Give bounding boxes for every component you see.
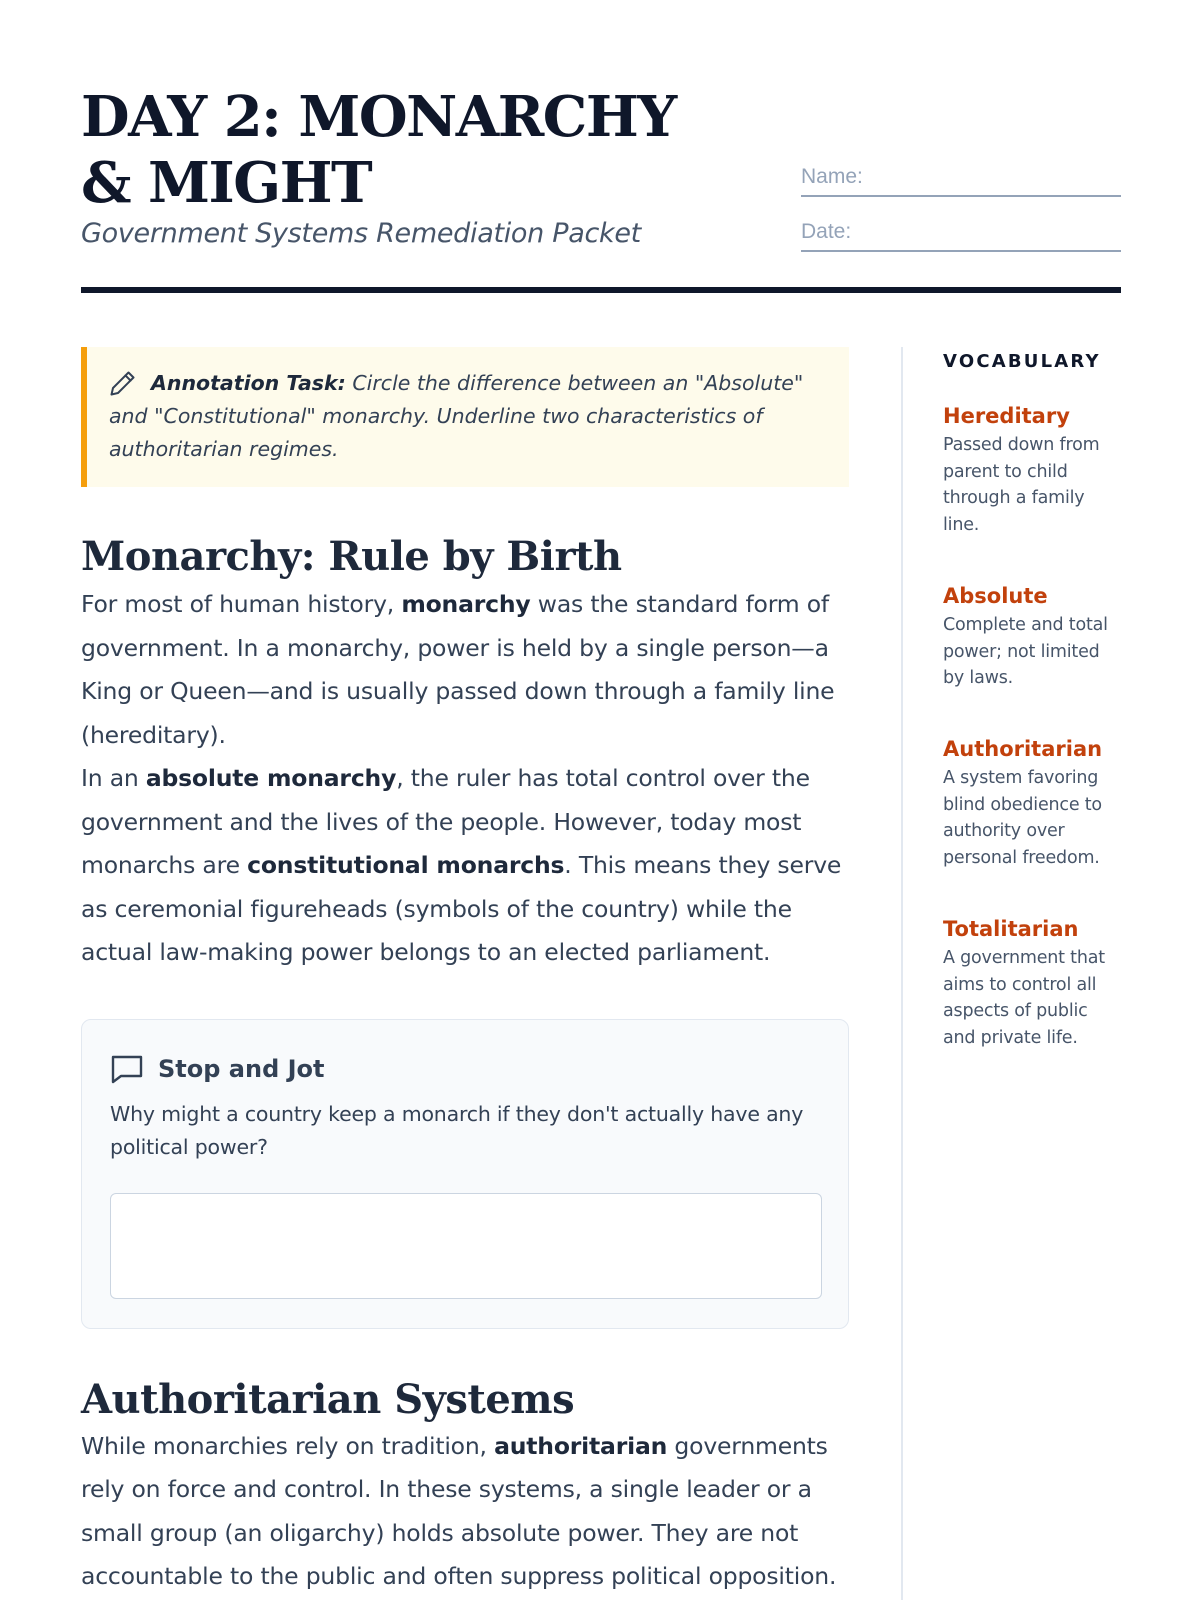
term-authoritarian: authoritarian xyxy=(494,1431,668,1460)
vocab-term: Absolute xyxy=(943,584,1048,608)
annotation-task-box xyxy=(81,347,849,487)
vocab-item-authoritarian xyxy=(943,735,1123,872)
vocab-term: Authoritarian xyxy=(943,737,1103,761)
page-subtitle: Government Systems Remediation Packet xyxy=(81,218,641,249)
vocabulary-sidebar xyxy=(943,351,1123,1049)
date-field[interactable] xyxy=(801,220,1121,252)
term-constitutional-monarchs: constitutional monarchs xyxy=(247,851,565,879)
name-field[interactable] xyxy=(801,165,1121,197)
vocab-term: Hereditary xyxy=(943,404,1070,428)
sidebar-divider xyxy=(901,347,903,1600)
annotation-label: Annotation Task: xyxy=(151,371,346,395)
stop-and-jot-title: Stop and Jot xyxy=(158,1054,325,1083)
vocab-definition: A government that aims to control all aspects of public and private life. xyxy=(943,948,1105,1049)
vocab-definition: Complete and total power; not limited by laws. xyxy=(943,615,1108,689)
paragraph-authoritarian-1: While monarchies rely on tradition, authoritarian governments rely on force and control. In these systems, a single leader or a small group (an oligarchy) holds absolute power. They are not accountable to the public and often suppress political opposition. xyxy=(81,1431,837,1590)
stop-and-jot-answer-box[interactable] xyxy=(110,1193,822,1299)
date-label: Date: xyxy=(801,220,852,243)
annotation-text: Circle the difference between an "Absolute" and "Constitutional" monarchy. Underline two characteristics of authoritarian regimes. xyxy=(109,371,804,461)
paragraph-monarchy-2: In an absolute monarchy, the ruler has total control over the government and the lives of the people. However, today most monarchs are constitutional monarchs. This means they serve as ceremonial figureheads (symbols of the country) while the actual law-making power belongs to an elected parliament. xyxy=(81,764,842,966)
vocabulary-title: VOCABULARY xyxy=(943,351,1101,372)
stop-and-jot-header xyxy=(110,1050,820,1088)
section-heading-monarchy: Monarchy: Rule by Birth xyxy=(81,533,622,580)
term-absolute-monarchy: absolute monarchy xyxy=(145,764,397,792)
stop-and-jot-question: Why might a country keep a monarch if they don't actually have any political power? xyxy=(110,1101,804,1159)
vocab-item-hereditary xyxy=(943,402,1123,539)
vocab-item-absolute xyxy=(943,582,1123,692)
paragraph-monarchy-1: For most of human history, monarchy was the standard form of government. In a monarchy, power is held by a single person—a King or Queen—and is usually passed down through a family line (hereditary). xyxy=(81,590,835,749)
section-heading-authoritarian: Authoritarian Systems xyxy=(81,1375,575,1423)
name-label: Name: xyxy=(801,165,863,188)
vocab-definition: A system favoring blind obedience to authority over personal freedom. xyxy=(943,768,1102,869)
page-header xyxy=(81,84,1121,296)
main-content xyxy=(81,347,849,1599)
term-monarchy: monarchy xyxy=(401,590,531,618)
vocab-term: Totalitarian xyxy=(943,917,1079,941)
vocab-definition: Passed down from parent to child through a family line. xyxy=(943,435,1100,536)
stop-and-jot-card xyxy=(81,1019,849,1329)
speech-bubble-icon xyxy=(110,1054,144,1084)
pencil-icon xyxy=(109,370,137,396)
header-divider xyxy=(81,287,1121,293)
page-title: DAY 2: MONARCHY & MIGHT xyxy=(81,84,676,216)
vocab-item-totalitarian xyxy=(943,915,1123,1052)
